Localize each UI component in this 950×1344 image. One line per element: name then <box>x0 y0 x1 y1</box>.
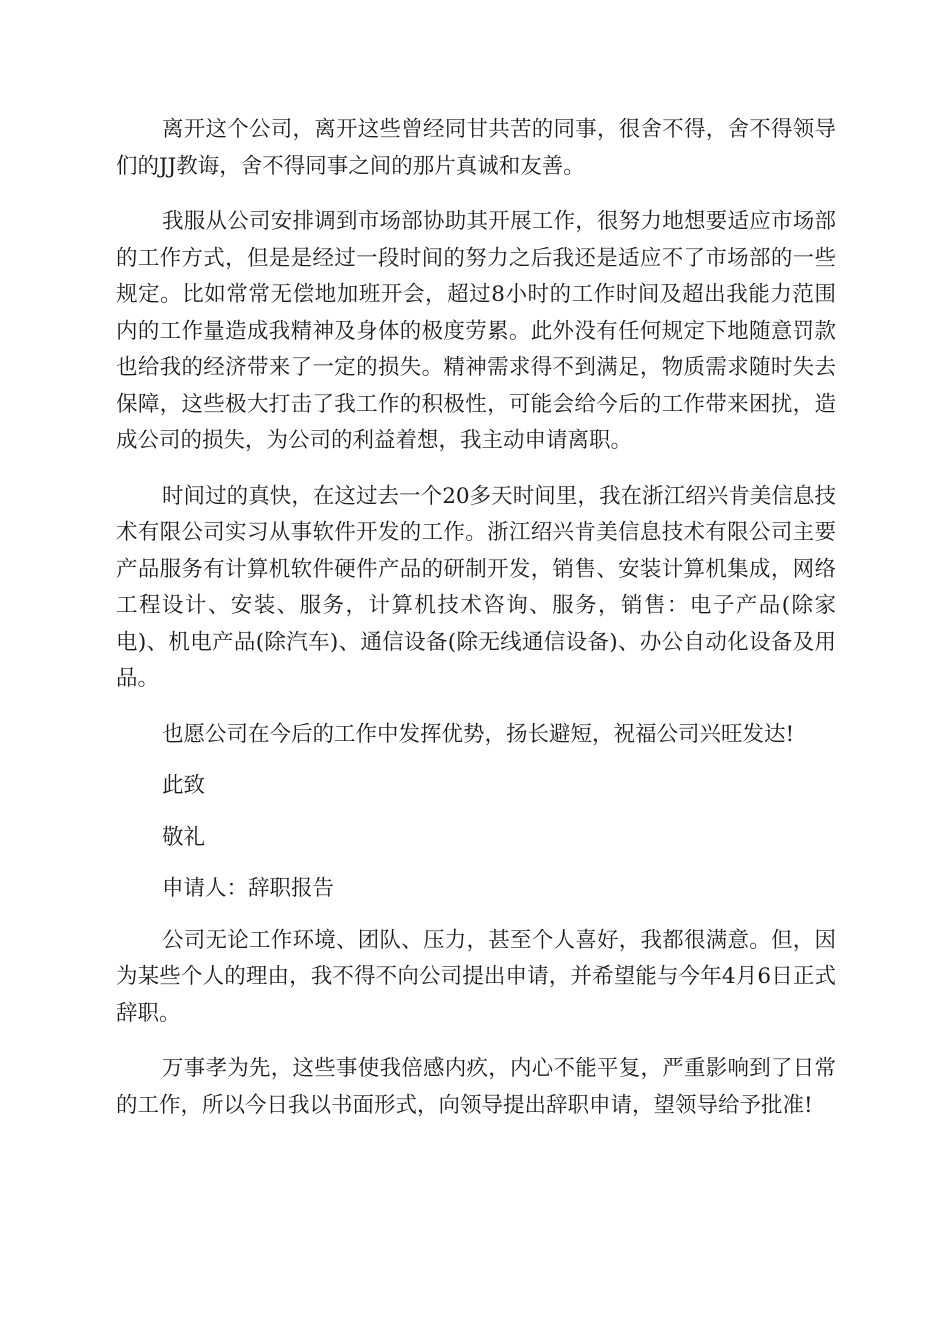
paragraph-farewell: 离开这个公司，离开这些曾经同甘共苦的同事，很舍不得，舍不得领导们的JJ教诲，舍不得同事之间的那片真诚和友善。 <box>116 117 836 179</box>
document-body <box>116 112 836 1143</box>
applicant-line: 申请人：辞职报告 <box>162 876 335 901</box>
paragraph-blessing: 也愿公司在今后的工作中发挥优势，扬长避短，祝福公司兴旺发达! <box>162 721 795 747</box>
paragraph-marketing-department: 我服从公司安排调到市场部协助其开展工作，很努力地想要适应市场部的工作方式，但是是经过一段时间的努力之后我还是适应不了市场部的一些规定。比如常常无偿地加班开会，超过8小时的工作时间及超出我能力范围内的工作量造成我精神及身体的极度劳累。此外没有任何规定下地随意罚款也给我的经济带来了一定的损失。精神需求得不到满足，物质需求随时失去保障，这些极大打击了我工作的积极性，可能会给今后的工作带来困扰，造成公司的损失，为公司的利益着想，我主动申请离职。 <box>116 209 836 453</box>
closing-salutation: 此致 <box>162 773 206 798</box>
paragraph-internship: 时间过的真快，在这过去一个20多天时间里，我在浙江绍兴肯美信息技术有限公司实习从事软件开发的工作。浙江绍兴肯美信息技术有限公司主要产品服务有计算机软件硬件产品的研制开发，销售、安装计算机集成，网络工程设计、安装、服务，计算机技术咨询、服务，销售：电子产品(除家电)、机电产品(除汽车)、通信设备(除无线通信设备)、办公自动化设备及用品。 <box>116 483 836 691</box>
paragraph-filial-reason: 万事孝为先，这些事使我倍感内疚，内心不能平复，严重影响到了日常的工作，所以今日我以书面形式，向领导提出辞职申请，望领导给予批准! <box>116 1056 836 1118</box>
paragraph-resignation-date: 公司无论工作环境、团队、压力，甚至个人喜好，我都很满意。但，因为某些个人的理由，我不得不向公司提出申请，并希望能与今年4月6日正式辞职。 <box>116 927 836 1026</box>
closing-regards: 敬礼 <box>162 824 206 850</box>
